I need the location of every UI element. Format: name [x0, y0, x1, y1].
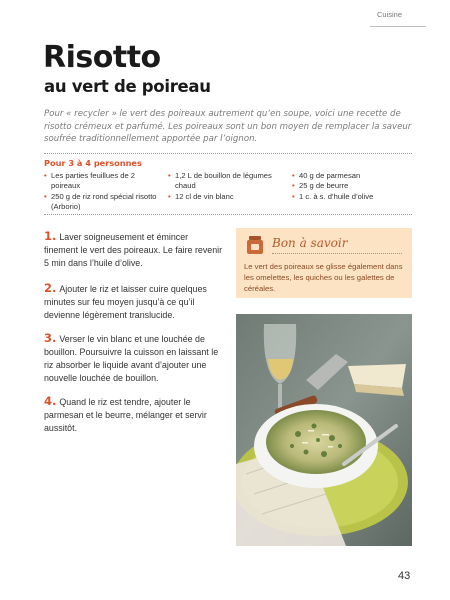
- step-item: [44, 395, 224, 435]
- step-text: Quand le riz est tendre, ajouter le parmesan et le beurre, mélanger et servir aussitôt.: [44, 397, 207, 433]
- ingredient-item: • 250 g de riz rond spécial risotto (Arborio): [44, 191, 157, 212]
- jar-icon: [244, 235, 266, 255]
- tip-rule: [272, 253, 402, 254]
- step-number: 3.: [44, 331, 57, 345]
- ingredient-item: • 25 g de beurre: [292, 181, 349, 191]
- step-item: [44, 332, 224, 385]
- bullet-icon: •: [44, 191, 47, 201]
- bullet-icon: •: [292, 171, 295, 180]
- step-number: 4.: [44, 394, 57, 408]
- steps-list: [44, 230, 224, 445]
- ingredients-column-2: [168, 171, 283, 202]
- ingredient-item: • 1 c. à s. d’huile d’olive: [292, 191, 374, 201]
- tip-title: Bon à savoir: [272, 236, 348, 250]
- ingredient-item: • 40 g de parmesan: [292, 171, 361, 180]
- page-number: 43: [398, 570, 411, 582]
- divider-bottom: [44, 214, 412, 215]
- step-number: 1.: [44, 229, 57, 243]
- step-text: Laver soigneusement et émincer finement le vert des poireaux. Le faire revenir 5 min dans l’huile d’olive.: [44, 232, 223, 268]
- step-number: 2.: [44, 281, 57, 295]
- bullet-icon: •: [44, 171, 47, 180]
- ingredient-item: • Les parties feuillues de 2 poireaux: [44, 171, 136, 191]
- recipe-subtitle: au vert de poireau: [44, 77, 211, 96]
- tip-box: [236, 228, 412, 298]
- ingredients-column-1: [44, 171, 159, 213]
- bullet-icon: •: [168, 171, 171, 180]
- step-text: Verser le vin blanc et une louchée de bouillon. Poursuivre la cuisson en laissant le riz absorber le liquide avant d’ajouter une nouvelle louchée de bouillon.: [44, 334, 219, 383]
- ingredients-column-3: [292, 171, 417, 202]
- divider-top: [44, 153, 412, 154]
- step-item: [44, 282, 224, 322]
- section-label: Cuisine: [377, 10, 403, 19]
- step-item: [44, 230, 224, 270]
- tip-text: Le vert des poireaux se glisse également dans les omelettes, les quiches ou les galettes de céréales.: [244, 262, 403, 293]
- recipe-intro: Pour « recycler » le vert des poireaux autrement qu’en soupe, voici une recette de risotto crémeux et parfumé. Les poireaux sont un bon moyen de remplacer la saveur soufrée traditionnellement apportée par l’oignon.: [44, 109, 412, 145]
- risotto-photo: [236, 314, 412, 546]
- header-rule: [370, 26, 426, 27]
- ingredient-item: • 12 cl de vin blanc: [168, 191, 234, 201]
- recipe-title: Risotto: [43, 40, 161, 75]
- step-text: Ajouter le riz et laisser cuire quelques minutes sur feu moyen jusqu’à ce qu’il devienne légèrement translucide.: [44, 284, 207, 320]
- ingredient-item: • 1,2 L de bouillon de légumes chaud: [168, 171, 272, 191]
- bullet-icon: •: [292, 181, 295, 191]
- bullet-icon: •: [168, 191, 171, 201]
- bullet-icon: •: [292, 191, 295, 201]
- servings-label: Pour 3 à 4 personnes: [44, 158, 142, 168]
